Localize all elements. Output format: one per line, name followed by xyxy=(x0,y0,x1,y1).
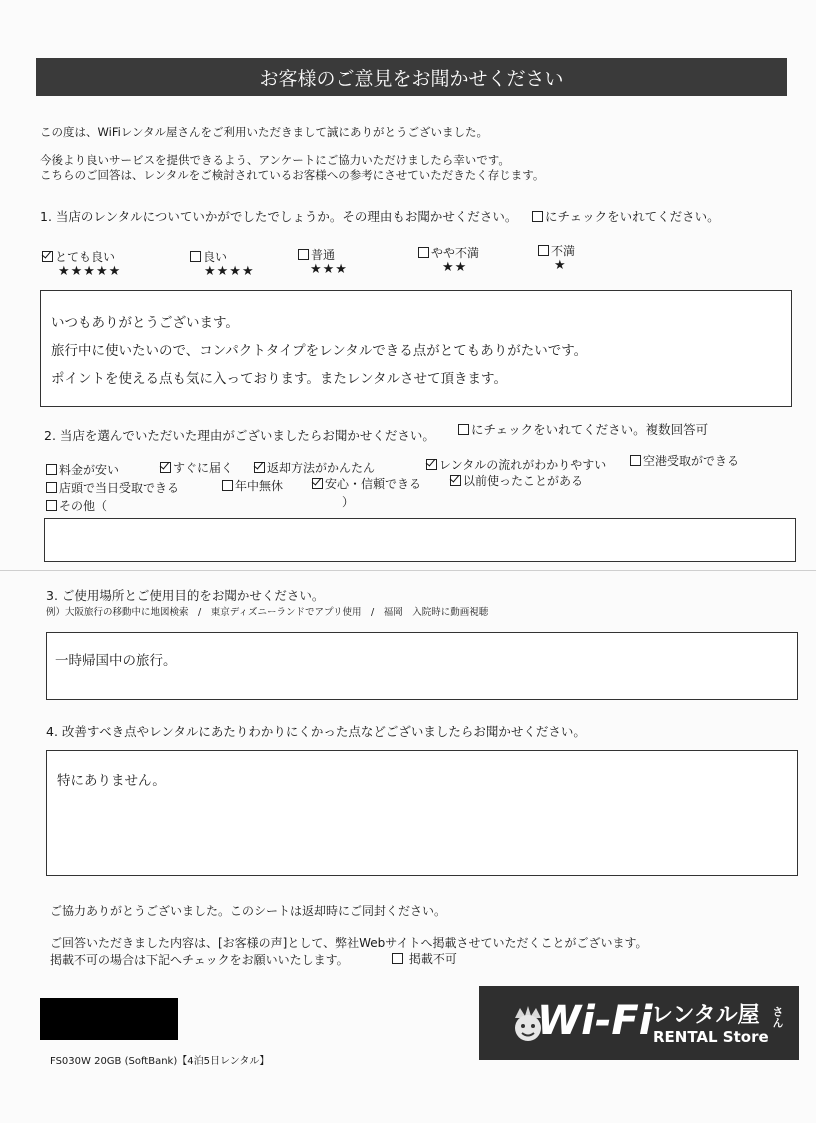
rating-stars: ★★★★★ xyxy=(58,264,122,279)
reason-option[interactable]: 店頭で当日受取できる xyxy=(46,479,179,496)
checkbox-checked-icon[interactable] xyxy=(312,478,323,489)
reason-option[interactable]: レンタルの流れがわかりやすい xyxy=(426,456,606,473)
reason-option[interactable]: 空港受取ができる xyxy=(630,452,739,469)
logo-san: さん xyxy=(771,1006,784,1028)
fold-line xyxy=(0,570,816,571)
logo-wifi-text: Wi-Fi xyxy=(537,998,653,1044)
rating-stars: ★★★ xyxy=(310,262,348,277)
q4-answer-box[interactable] xyxy=(46,750,798,876)
checkbox-checked-icon[interactable] xyxy=(450,475,461,486)
other-close-paren: ） xyxy=(342,495,355,509)
rating-option[interactable]: とても良い xyxy=(42,248,115,265)
reason-option[interactable]: 以前使ったことがある xyxy=(450,472,583,489)
q3-question: 3. ご使用場所とご使用目的をお聞かせください。 xyxy=(46,588,325,603)
q1-answer-line-2: 旅行中に使いたいので、コンパクトタイプをレンタルできる点がとてもありがたいです。 xyxy=(51,343,588,359)
rating-option[interactable]: やや不満 xyxy=(418,244,479,261)
checkbox-icon[interactable] xyxy=(46,500,57,511)
checkbox-icon[interactable] xyxy=(538,245,549,256)
rating-option[interactable]: 不満 xyxy=(538,242,575,259)
checkbox-icon[interactable] xyxy=(392,953,403,964)
checkbox-icon[interactable] xyxy=(630,455,641,466)
q3-answer-box[interactable] xyxy=(46,632,798,700)
checkbox-checked-icon[interactable] xyxy=(426,459,437,470)
reason-option[interactable]: 年中無休 xyxy=(222,477,283,494)
logo-name-jp: レンタル屋 xyxy=(651,1003,760,1028)
checkbox-checked-icon[interactable] xyxy=(254,462,265,473)
reason-option[interactable]: 料金が安い xyxy=(46,461,119,478)
redacted-block xyxy=(40,998,178,1040)
q2-instruction: にチェックをいれてください。複数回答可 xyxy=(458,420,708,438)
q3-example: 例）大阪旅行の移動中に地図検索 / 東京ディズニーランドでアプリ使用 / 福岡 入院時に動画視聴 xyxy=(46,607,489,618)
reason-option[interactable]: 返却方法がかんたん xyxy=(254,459,375,476)
rating-stars: ★★★★ xyxy=(204,264,255,279)
thanks-note: ご協力ありがとうございました。このシートは返却時にご同封ください。 xyxy=(50,904,447,918)
rating-stars: ★★ xyxy=(442,260,468,275)
rating-option[interactable]: 良い xyxy=(190,248,227,265)
checkbox-icon[interactable] xyxy=(46,464,57,475)
checkbox-icon[interactable] xyxy=(190,251,201,262)
logo-name-en: RENTAL Store xyxy=(653,1028,769,1046)
order-info: FS030W 20GB (SoftBank)【4泊5日レンタル】 xyxy=(50,1056,270,1067)
q1-answer-line-3: ポイントを使える点も気に入っております。またレンタルさせて頂きます。 xyxy=(51,371,507,387)
rating-stars: ★ xyxy=(554,258,567,273)
q3-answer: 一時帰国中の旅行。 xyxy=(55,653,177,669)
intro-line-1: この度は、WiFiレンタル屋さんをご利用いただきまして誠にありがとうございました。 xyxy=(40,125,489,139)
sample-checkbox-icon xyxy=(458,424,469,435)
q1-answer-box[interactable] xyxy=(40,290,792,407)
company-logo xyxy=(479,986,799,1060)
q2-question: 2. 当店を選んでいただいた理由がございましたらお聞かせください。 xyxy=(44,428,435,443)
q2-answer-box[interactable] xyxy=(44,518,796,562)
intro-line-2: 今後より良いサービスを提供できるよう、アンケートにご協力いただけましたら幸いです。 xyxy=(40,153,510,167)
checkbox-icon[interactable] xyxy=(222,480,233,491)
q1-question: 1. 当店のレンタルについていかがでしたでしょうか。その理由もお聞かせください。 xyxy=(40,209,518,224)
checkbox-checked-icon[interactable] xyxy=(160,462,171,473)
reason-option-other[interactable]: その他（ xyxy=(46,497,107,514)
checkbox-icon[interactable] xyxy=(298,249,309,260)
q1-answer-line-1: いつもありがとうございます。 xyxy=(51,315,239,331)
rating-option[interactable]: 普通 xyxy=(298,246,335,263)
checkbox-icon[interactable] xyxy=(46,482,57,493)
publish-note-2: 掲載不可の場合は下記へチェックをお願いいたします。 xyxy=(50,953,349,967)
reason-option[interactable]: すぐに届く xyxy=(160,459,233,476)
page-title: お客様のご意見をお聞かせください xyxy=(36,58,787,96)
publish-note-1: ご回答いただきました内容は、[お客様の声]として、弊社Webサイトへ掲載させていただくことがございます。 xyxy=(50,936,648,950)
reason-option[interactable]: 安心・信頼できる xyxy=(312,475,421,492)
q4-question: 4. 改善すべき点やレンタルにあたりわかりにくかった点などございましたらお聞かせください。 xyxy=(46,724,586,739)
intro-line-3: こちらのご回答は、レンタルをご検討されているお客様への参考にさせていただきたく存じます。 xyxy=(40,168,545,182)
q4-answer: 特にありません。 xyxy=(57,773,166,789)
checkbox-checked-icon[interactable] xyxy=(42,251,53,262)
q1-instruction: にチェックをいれてください。 xyxy=(532,207,720,225)
checkbox-icon[interactable] xyxy=(418,247,429,258)
no-publish-option[interactable]: 掲載不可 xyxy=(392,950,457,967)
sample-checkbox-icon xyxy=(532,211,543,222)
